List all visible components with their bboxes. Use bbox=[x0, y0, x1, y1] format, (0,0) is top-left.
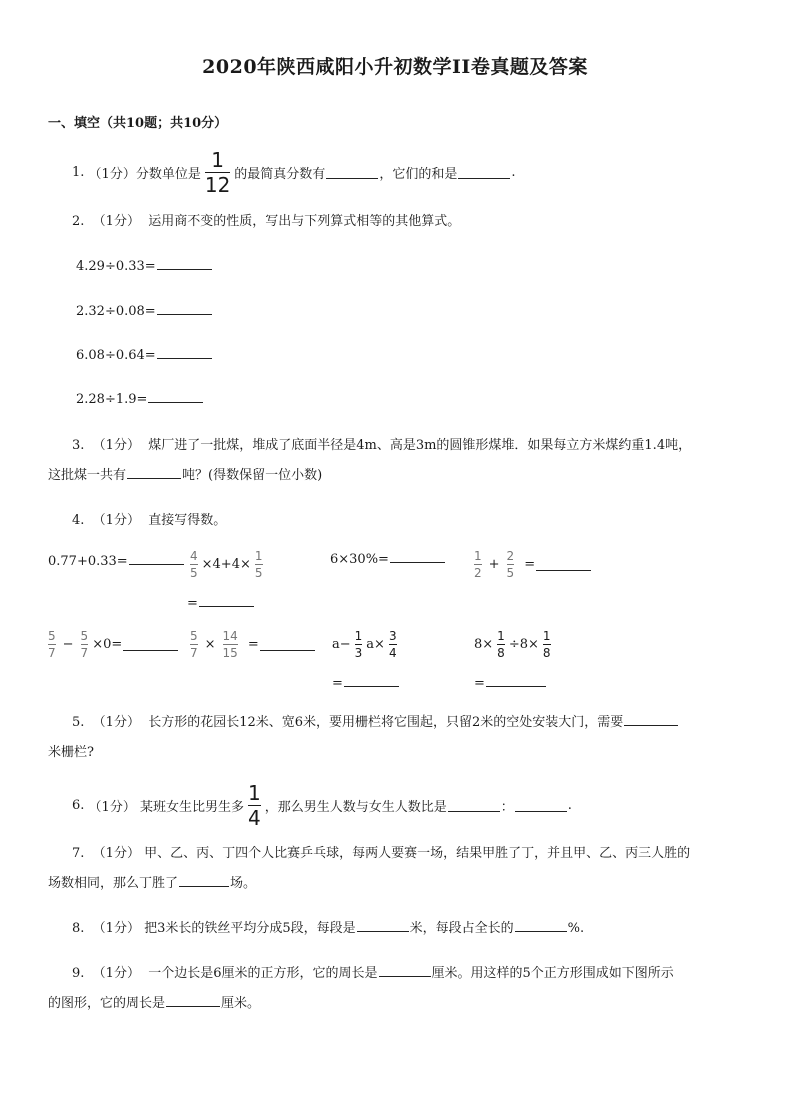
q2-expression-2: 2.32÷0.08= bbox=[76, 304, 156, 319]
q1-answer-blank-2[interactable] bbox=[458, 166, 510, 179]
question-2 bbox=[72, 210, 460, 229]
q2-score: （1分） bbox=[92, 214, 140, 229]
q4-e4-equals: = bbox=[524, 557, 536, 572]
q4-text: 直接写得数。 bbox=[148, 513, 227, 528]
q1-score: （1分） bbox=[88, 166, 136, 182]
fraction-bar bbox=[223, 644, 238, 645]
q4-expr-4 bbox=[470, 550, 592, 579]
q2-line-2 bbox=[76, 302, 213, 319]
fraction-bar bbox=[543, 644, 551, 645]
q9-number: 9. bbox=[72, 966, 85, 981]
fraction-bar bbox=[48, 644, 56, 645]
fraction-bar bbox=[255, 564, 263, 565]
q4-expr-5 bbox=[44, 630, 179, 659]
denominator: 5 bbox=[506, 566, 515, 580]
q4-e6-answer-blank[interactable] bbox=[260, 638, 315, 651]
q1-fraction bbox=[204, 147, 231, 197]
q2-text: 运用商不变的性质，写出与下列算式相等的其他算式。 bbox=[148, 214, 461, 229]
q4-e5-answer-blank[interactable] bbox=[123, 638, 178, 651]
q2-expression-1: 4.29÷0.33= bbox=[76, 259, 156, 274]
q4-expr-6 bbox=[186, 630, 316, 659]
q6-fraction-numerator: 1 bbox=[247, 780, 261, 805]
q5-text-a: 长方形的花园长12米、宽6米，要用栅栏将它围起，只留2米的空处安装大门，需要 bbox=[148, 715, 624, 730]
q4-expr-2-answer bbox=[187, 594, 255, 611]
numerator: 1 bbox=[542, 629, 551, 643]
q4-e1-answer-blank[interactable] bbox=[129, 552, 184, 565]
q1-fraction-denominator: 12 bbox=[204, 172, 231, 197]
q9-text-d: 厘米。 bbox=[221, 996, 261, 1011]
q7-score: （1分） bbox=[92, 846, 140, 861]
q4-expr-1 bbox=[48, 552, 185, 569]
q4-e7-fraction-1 bbox=[355, 630, 363, 659]
q2-line-1 bbox=[76, 257, 213, 274]
numerator: 5 bbox=[48, 629, 56, 643]
denominator: 15 bbox=[222, 646, 238, 660]
q4-e6-fraction-2 bbox=[223, 630, 238, 659]
q4-e8-fraction-1 bbox=[497, 630, 505, 659]
q3-text-a: 煤厂进了一批煤，堆成了底面半径是4m、高是3m的圆锥形煤堆．如果每立方米煤约重1.4吨， bbox=[148, 438, 692, 453]
question-9-line-2 bbox=[48, 992, 260, 1011]
q2-answer-blank-1[interactable] bbox=[157, 257, 212, 270]
q4-score: （1分） bbox=[92, 513, 140, 528]
q4-e2-answer-blank[interactable] bbox=[199, 594, 254, 607]
q3-text-b: 这批煤一共有 bbox=[48, 468, 127, 483]
question-5-line-1 bbox=[72, 711, 679, 730]
q7-text-a: 甲、乙、丙、丁四个人比赛乒乓球，每两人要赛一场，结果甲胜了丁，并且甲、乙、丙三人胜的 bbox=[144, 846, 691, 861]
q8-number: 8. bbox=[72, 921, 85, 936]
q4-e3-text: 6×30%= bbox=[330, 552, 389, 567]
q8-score: （1分） bbox=[92, 921, 140, 936]
q1-text-c: ，它们的和是 bbox=[379, 166, 458, 182]
fraction-bar bbox=[190, 644, 198, 645]
q6-text-d: . bbox=[567, 797, 572, 813]
denominator: 2 bbox=[474, 566, 482, 580]
q2-answer-blank-2[interactable] bbox=[157, 302, 212, 315]
numerator: 1 bbox=[497, 629, 505, 643]
q6-text-a: 某班女生比男生多 bbox=[139, 799, 244, 815]
fraction-bar bbox=[507, 564, 515, 565]
q1-number: 1. bbox=[72, 164, 85, 180]
question-7-line-2 bbox=[48, 872, 256, 891]
q5-score: （1分） bbox=[92, 715, 140, 730]
denominator: 4 bbox=[388, 646, 397, 660]
q8-answer-blank-2[interactable] bbox=[515, 919, 567, 932]
q6-answer-blank-1[interactable] bbox=[448, 799, 500, 812]
q4-expr-8 bbox=[474, 630, 555, 659]
numerator: 14 bbox=[222, 629, 238, 643]
q6-text-b: ，那么男生人数与女生人数比是 bbox=[264, 799, 447, 815]
q4-e4-answer-blank[interactable] bbox=[536, 558, 591, 571]
page-title: 2020年陕西咸阳小升初数学II卷真题及答案 bbox=[202, 56, 588, 78]
q4-e6-operator: × bbox=[204, 637, 216, 652]
numerator: 5 bbox=[190, 629, 198, 643]
q2-expression-3: 6.08÷0.64= bbox=[76, 348, 156, 363]
numerator: 1 bbox=[254, 549, 263, 563]
numerator: 3 bbox=[388, 629, 397, 643]
q1-fraction-numerator: 1 bbox=[211, 147, 224, 172]
numerator: 2 bbox=[506, 549, 515, 563]
q6-number: 6. bbox=[72, 797, 85, 813]
q7-text-b: 场数相同，那么丁胜了 bbox=[48, 876, 179, 891]
q4-expr-7-answer bbox=[332, 674, 400, 691]
q8-text-a: 把3米长的铁丝平均分成5段，每段是 bbox=[144, 921, 356, 936]
q8-answer-blank-1[interactable] bbox=[357, 919, 409, 932]
fraction-bar bbox=[355, 644, 363, 645]
question-5-line-2 bbox=[48, 741, 94, 760]
q7-text-c: 场。 bbox=[230, 876, 257, 891]
q6-fraction bbox=[247, 780, 261, 830]
q5-number: 5. bbox=[72, 715, 85, 730]
q1-text-b: 的最简真分数有 bbox=[234, 166, 326, 182]
denominator: 5 bbox=[190, 566, 198, 580]
q2-number: 2. bbox=[72, 214, 85, 229]
question-1 bbox=[72, 147, 516, 197]
q9-answer-blank-2[interactable] bbox=[166, 994, 220, 1007]
q2-answer-blank-4[interactable] bbox=[148, 390, 203, 403]
denominator: 7 bbox=[80, 646, 89, 660]
q4-e4-operator: + bbox=[488, 557, 500, 572]
question-3-line-2 bbox=[48, 464, 322, 483]
fraction-bar bbox=[497, 644, 505, 645]
numerator: 4 bbox=[190, 549, 198, 563]
q6-fraction-denominator: 4 bbox=[247, 805, 261, 830]
question-9-line-1 bbox=[72, 962, 674, 981]
numerator: 1 bbox=[354, 629, 363, 643]
question-7-line-1 bbox=[72, 842, 690, 861]
q4-e4-fraction-2 bbox=[507, 550, 515, 579]
q9-text-a: 一个边长是6厘米的正方形，它的周长是 bbox=[148, 966, 378, 981]
q6-answer-blank-2[interactable] bbox=[515, 799, 567, 812]
fraction-bar bbox=[474, 564, 482, 565]
q4-e7-answer-blank[interactable] bbox=[344, 674, 399, 687]
q4-e8-prefix: 8× bbox=[474, 637, 494, 652]
section-heading-fill-in: 一、填空（共10题；共10分） bbox=[48, 116, 228, 131]
q4-e6-fraction-1 bbox=[190, 630, 198, 659]
q4-expr-8-answer bbox=[474, 674, 547, 691]
q3-text-c: 吨？(得数保留一位小数) bbox=[182, 468, 323, 483]
question-3-line-1 bbox=[72, 434, 691, 453]
denominator: 7 bbox=[190, 646, 198, 660]
q4-number: 4. bbox=[72, 513, 85, 528]
question-4 bbox=[72, 509, 226, 528]
question-6 bbox=[72, 780, 572, 830]
q4-e5-operator: − bbox=[62, 637, 74, 652]
q2-expression-4: 2.28÷1.9= bbox=[76, 392, 148, 407]
q4-e8-middle: ÷8× bbox=[508, 637, 539, 652]
q4-expr-2 bbox=[186, 550, 267, 579]
q8-text-b: 米，每段占全长的 bbox=[409, 921, 514, 936]
q7-answer-blank[interactable] bbox=[179, 874, 229, 887]
q9-answer-blank-1[interactable] bbox=[379, 964, 431, 977]
q4-e4-fraction-1 bbox=[474, 550, 482, 579]
q4-e7-prefix: a− bbox=[332, 637, 351, 652]
numerator: 1 bbox=[474, 549, 482, 563]
q4-e8-equals: = bbox=[474, 676, 485, 691]
q6-score: （1分） bbox=[88, 799, 136, 815]
q1-text-a: 分数单位是 bbox=[135, 166, 201, 182]
q4-e8-answer-blank[interactable] bbox=[486, 674, 546, 687]
q4-expr-3 bbox=[330, 550, 446, 567]
q3-score: （1分） bbox=[92, 438, 140, 453]
q4-e2-fraction-1 bbox=[190, 550, 198, 579]
q9-text-c: 的图形，它的周长是 bbox=[48, 996, 166, 1011]
q4-e2-fraction-2 bbox=[255, 550, 263, 579]
q4-e7-equals: = bbox=[332, 676, 343, 691]
q8-text-c: %. bbox=[567, 921, 585, 936]
fraction-bar bbox=[190, 564, 198, 565]
q1-text-d: . bbox=[511, 164, 516, 180]
question-8 bbox=[72, 917, 584, 936]
q1-answer-blank-1[interactable] bbox=[326, 166, 378, 179]
denominator: 8 bbox=[542, 646, 551, 660]
q4-expr-7 bbox=[332, 630, 401, 659]
q4-e3-answer-blank[interactable] bbox=[390, 550, 445, 563]
q2-line-4 bbox=[76, 390, 204, 407]
denominator: 8 bbox=[497, 646, 505, 660]
q2-answer-blank-3[interactable] bbox=[157, 346, 212, 359]
q7-number: 7. bbox=[72, 846, 85, 861]
q9-text-b: 厘米。用这样的5个正方形围成如下图所示 bbox=[431, 966, 674, 981]
fraction-bar bbox=[389, 644, 397, 645]
q4-e8-fraction-2 bbox=[543, 630, 551, 659]
denominator: 5 bbox=[254, 566, 263, 580]
q6-text-c: ： bbox=[500, 799, 514, 815]
denominator: 7 bbox=[48, 646, 56, 660]
fraction-bar bbox=[81, 644, 89, 645]
q5-answer-blank[interactable] bbox=[624, 713, 678, 726]
q4-e7-middle: a× bbox=[366, 637, 385, 652]
q5-text-b: 米栅栏? bbox=[48, 745, 94, 760]
q4-e5-fraction-2 bbox=[81, 630, 89, 659]
q3-number: 3. bbox=[72, 438, 85, 453]
q4-e2-operator-text: ×4+4× bbox=[201, 557, 251, 572]
denominator: 3 bbox=[354, 646, 363, 660]
q4-e2-equals: = bbox=[187, 596, 198, 611]
numerator: 5 bbox=[80, 629, 89, 643]
q4-e6-equals: = bbox=[247, 637, 259, 652]
q9-score: （1分） bbox=[92, 966, 140, 981]
q4-e5-fraction-1 bbox=[48, 630, 56, 659]
q3-answer-blank[interactable] bbox=[127, 466, 181, 479]
q4-e1-text: 0.77+0.33= bbox=[48, 554, 128, 569]
q4-e7-fraction-2 bbox=[389, 630, 397, 659]
q2-line-3 bbox=[76, 346, 213, 363]
q4-e5-tail: ×0= bbox=[92, 637, 123, 652]
